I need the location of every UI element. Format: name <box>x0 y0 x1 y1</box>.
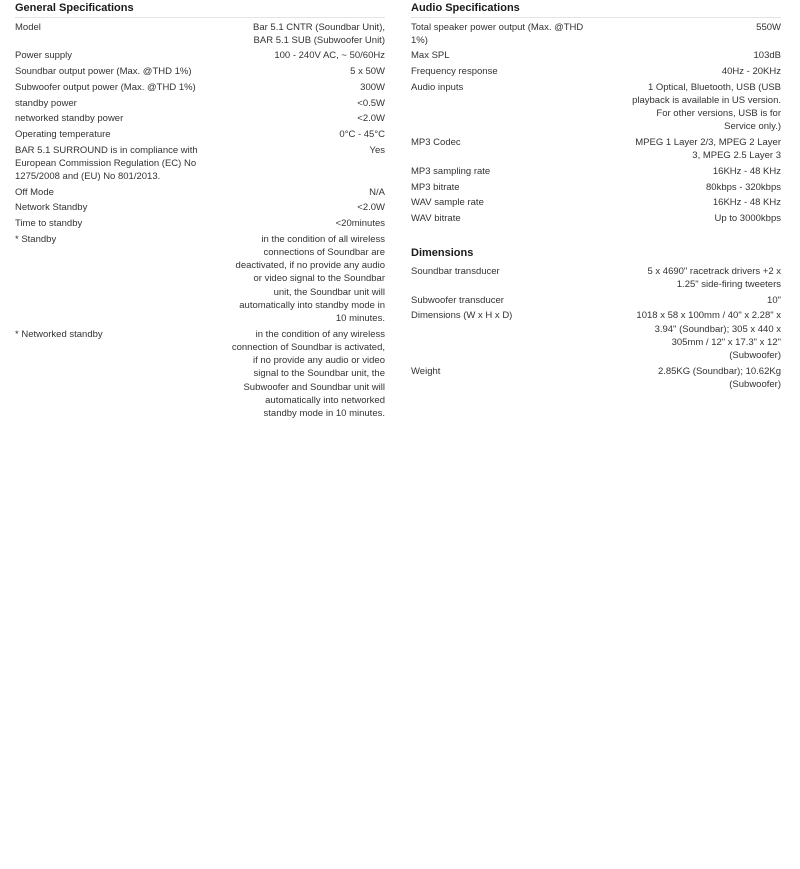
spec-label: Dimensions (W x H x D) <box>411 310 513 322</box>
spec-row-off-mode <box>15 183 385 199</box>
spec-value: Yes <box>369 144 385 156</box>
spec-label: Weight <box>411 365 441 377</box>
spec-row-standby-note <box>15 230 385 325</box>
spec-label: BAR 5.1 SURROUND is in compliance with European Commission Regulation (EC) No 1275/2008 and (EU) No 801/2013. <box>15 144 198 183</box>
spec-label: Operating temperature <box>15 128 111 140</box>
spec-label: Subwoofer output power (Max. @THD 1%) <box>15 81 196 93</box>
spec-value: <0.5W <box>357 97 385 109</box>
spec-value: 80kbps - 320kbps <box>706 181 781 193</box>
spec-value: 40Hz - 20KHz <box>721 66 781 78</box>
spec-label: MP3 Codec <box>411 137 461 149</box>
spec-value: 103dB <box>753 50 781 62</box>
spec-label: Frequency response <box>411 66 498 78</box>
spec-label: Network Standby <box>15 202 88 214</box>
spec-value: 300W <box>360 81 385 93</box>
spec-value: 16KHz - 48 KHz <box>712 166 781 178</box>
spec-row-standby-power <box>15 94 385 110</box>
spec-label: * Standby <box>15 233 57 245</box>
spec-value: Bar 5.1 CNTR (Soundbar Unit), BAR 5.1 SUB (Subwoofer Unit) <box>253 21 385 46</box>
spec-row-network-standby <box>15 199 385 215</box>
spec-row-networked-standby-note <box>15 325 385 420</box>
spec-value: <2.0W <box>357 113 385 125</box>
spec-value: 5 x 50W <box>350 66 385 78</box>
spec-label: WAV sample rate <box>411 197 484 209</box>
dimensions-title: Dimensions <box>411 247 474 260</box>
spec-row-mp3-sampling-rate <box>411 163 781 179</box>
spec-label: standby power <box>15 97 77 109</box>
spec-value: 16KHz - 48 KHz <box>712 197 781 209</box>
spec-row-mp3-codec <box>411 134 781 163</box>
spec-row-mp3-bitrate <box>411 178 781 194</box>
spec-row-wav-bitrate <box>411 210 781 226</box>
spec-row-weight <box>411 362 781 391</box>
spec-value: in the condition of any wireless connection of Soundbar is activated, if no provide any audio or video signal to the Soundbar unit, the Subwoofer and Soundbar unit will automatically into networked standby mode in 10 minutes. <box>231 328 385 419</box>
spec-label: Audio inputs <box>411 81 464 93</box>
spec-value: N/A <box>369 186 385 198</box>
spec-value: <20minutes <box>335 218 385 230</box>
spec-label: Soundbar transducer <box>411 265 500 277</box>
spec-label: Power supply <box>15 50 73 62</box>
spec-label: Soundbar output power (Max. @THD 1%) <box>15 66 192 78</box>
spec-row-subwoofer-transducer <box>411 291 781 307</box>
spec-row-dimensions <box>411 307 781 362</box>
spec-row-ec-compliance <box>15 141 385 183</box>
spec-label: Model <box>15 21 41 33</box>
spec-label: networked standby power <box>15 113 124 125</box>
spec-label: WAV bitrate <box>411 213 461 225</box>
audio-specifications-section <box>411 0 781 391</box>
spec-label: Max SPL <box>411 50 450 62</box>
spec-value: 100 - 240V AC, ~ 50/60Hz <box>274 50 385 62</box>
spec-label: MP3 sampling rate <box>411 166 491 178</box>
spec-value: Up to 3000kbps <box>714 213 781 225</box>
spec-value: 5 x 4690" racetrack drivers +2 x 1.25" side-firing tweeters <box>647 265 781 291</box>
spec-label: Subwoofer transducer <box>411 294 504 306</box>
spec-row-time-to-standby <box>15 215 385 231</box>
spec-value: <2.0W <box>357 202 385 214</box>
spec-row-wav-sample-rate <box>411 194 781 210</box>
spec-label: Total speaker power output (Max. @THD 1%) <box>411 21 584 46</box>
spec-row-frequency-response <box>411 63 781 79</box>
spec-value: 1 Optical, Bluetooth, USB (USB playback is available in US version. For other versions, USB is for Service only.) <box>632 81 781 133</box>
spec-value: 0°C - 45°C <box>339 128 385 140</box>
spec-row-power-supply <box>15 47 385 63</box>
spec-label: * Networked standby <box>15 328 103 340</box>
spec-value: 2.85KG (Soundbar); 10.62Kg (Subwoofer) <box>657 365 781 390</box>
spec-label: MP3 bitrate <box>411 181 460 193</box>
general-specifications-section <box>15 0 385 420</box>
spec-row-soundbar-transducer <box>411 262 781 291</box>
spec-row-audio-inputs <box>411 78 781 133</box>
spec-label: Time to standby <box>15 218 83 230</box>
spec-value: 550W <box>756 21 781 33</box>
general-specifications-title: General Specifications <box>15 1 385 18</box>
spec-value: in the condition of all wireless connections of Soundbar are deactivated, if no provide any audio or video signal to the Soundbar unit, the Soundbar unit will automatically into standby mode in 10 minutes. <box>235 233 385 325</box>
spec-value: 10" <box>767 294 781 306</box>
spec-row-soundbar-output-power <box>15 63 385 79</box>
spec-row-subwoofer-output-power <box>15 78 385 94</box>
spec-row-total-speaker-power <box>411 18 781 47</box>
spec-value: MPEG 1 Layer 2/3, MPEG 2 Layer 3, MPEG 2.5 Layer 3 <box>635 137 781 162</box>
spec-row-max-spl <box>411 47 781 63</box>
spec-row-operating-temperature <box>15 125 385 141</box>
spec-row-networked-standby-power <box>15 110 385 126</box>
spec-value: 1018 x 58 x 100mm / 40" x 2.28" x 3.94" (Soundbar); 305 x 440 x 305mm / 12" x 17.3" x 12" (Subwoofer) <box>636 310 781 362</box>
spec-row-model <box>15 18 385 47</box>
spec-label: Off Mode <box>15 186 54 198</box>
audio-specifications-title: Audio Specifications <box>411 1 781 18</box>
